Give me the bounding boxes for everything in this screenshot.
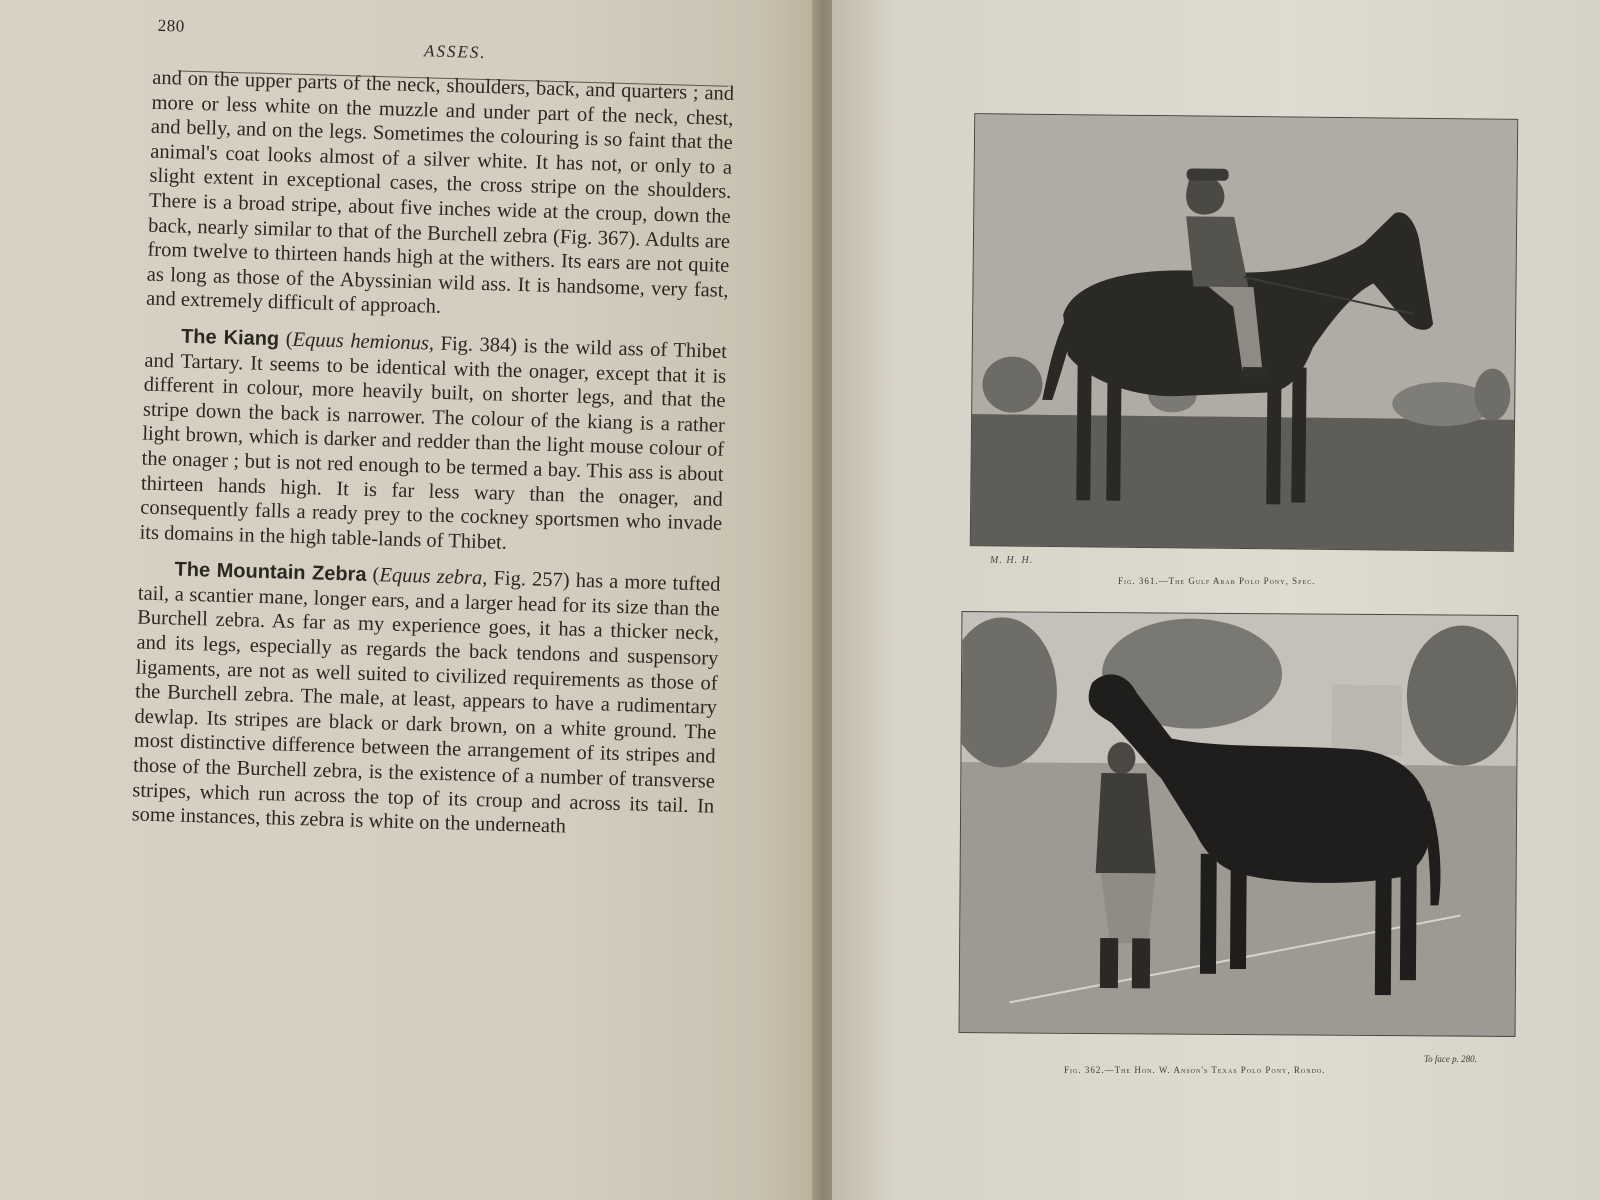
caption-bottom: Fig. 362.—The Hon. W. Anson's Texas Polo Pony, Rondo. xyxy=(1064,1065,1326,1075)
photo-gulf-arab-polo-pony xyxy=(970,113,1519,552)
kiang-latin-name: Equus hemionus, xyxy=(292,328,435,355)
running-head: ASSES. xyxy=(423,41,487,63)
photo-credit: M. H. H. xyxy=(990,555,1034,566)
mountain-zebra-heading: The Mountain Zebra xyxy=(174,558,367,587)
paragraph-mountain-zebra xyxy=(131,557,720,844)
left-page-text-block xyxy=(121,14,750,1090)
page-number: 280 xyxy=(157,15,186,36)
kiang-open-paren: ( xyxy=(278,328,293,351)
photo-bottom-illustration xyxy=(960,612,1518,1036)
kiang-body: Fig. 384) is the wild ass of Thibet and Tartary. It seems to be identical with the onager, except that it is different in colour, more heavily built, on shorter legs, and that the stripe down the back is narrower. The colour of the kiang is a rather light brown, which is darker and redder than the light mouse colour of the onager ; but is not red enough to be termed a bay. This ass is about thirteen hands high. It is far less wary than the onager, and consequently falls a ready prey to the cockney sportsmen who invade its domains in the high table-lands of Thibet. xyxy=(139,332,728,554)
mountain-zebra-body: Fig. 257) has a more tufted tail, a scantier mane, longer ears, and a larger head for its size than the Burchell zebra. As far as my experience goes, it has a thicker neck, and its legs, especially as regards the back tendons and suspensory ligaments, are not as well suited to civilized requirements as those of the Burchell zebra. The male, at least, appears to have a rudimentary dewlap. Its stripes are black or dark brown, on a white ground. The most distinctive difference between the arrangement of its stripes and those of the Burchell zebra, is the existence of a number of transverse stripes, which run across the top of its croup and across its tail. In some instances, this zebra is white on the underneath xyxy=(131,567,721,838)
mountain-zebra-latin-name: Equus zebra, xyxy=(379,564,488,590)
mountain-zebra-open-paren: ( xyxy=(366,564,380,587)
paragraph-onager-continued: and on the upper parts of the neck, shoulders, back, and quarters ; and more or less white on the muzzle and under part of the neck, chest, and belly, and on the legs. Sometimes the colouring is so faint that the animal's coat looks almost of a silver white. It has not, or only to a slight extent in exceptional cases, the cross stripe on the shoulders. There is a broad stripe, about five inches wide at the croup, down the back, nearly similar to that of the Burchell zebra (Fig. 367). Adults are from twelve to thirteen hands high at the withers. Its ears are not quite as long as those of the Abyssinian wild ass. It is handsome, very fast, and extremely difficult of approach. xyxy=(145,66,735,319)
photo-top-illustration xyxy=(971,114,1517,551)
body-text xyxy=(131,66,734,856)
photo-texas-polo-pony xyxy=(959,611,1519,1037)
to-face-note: To face p. 280. xyxy=(1424,1054,1477,1064)
kiang-heading: The Kiang xyxy=(180,325,280,351)
paragraph-kiang xyxy=(139,324,727,562)
caption-top: Fig. 361.—The Gulf Arab Polo Pony, Spec. xyxy=(1118,576,1316,586)
